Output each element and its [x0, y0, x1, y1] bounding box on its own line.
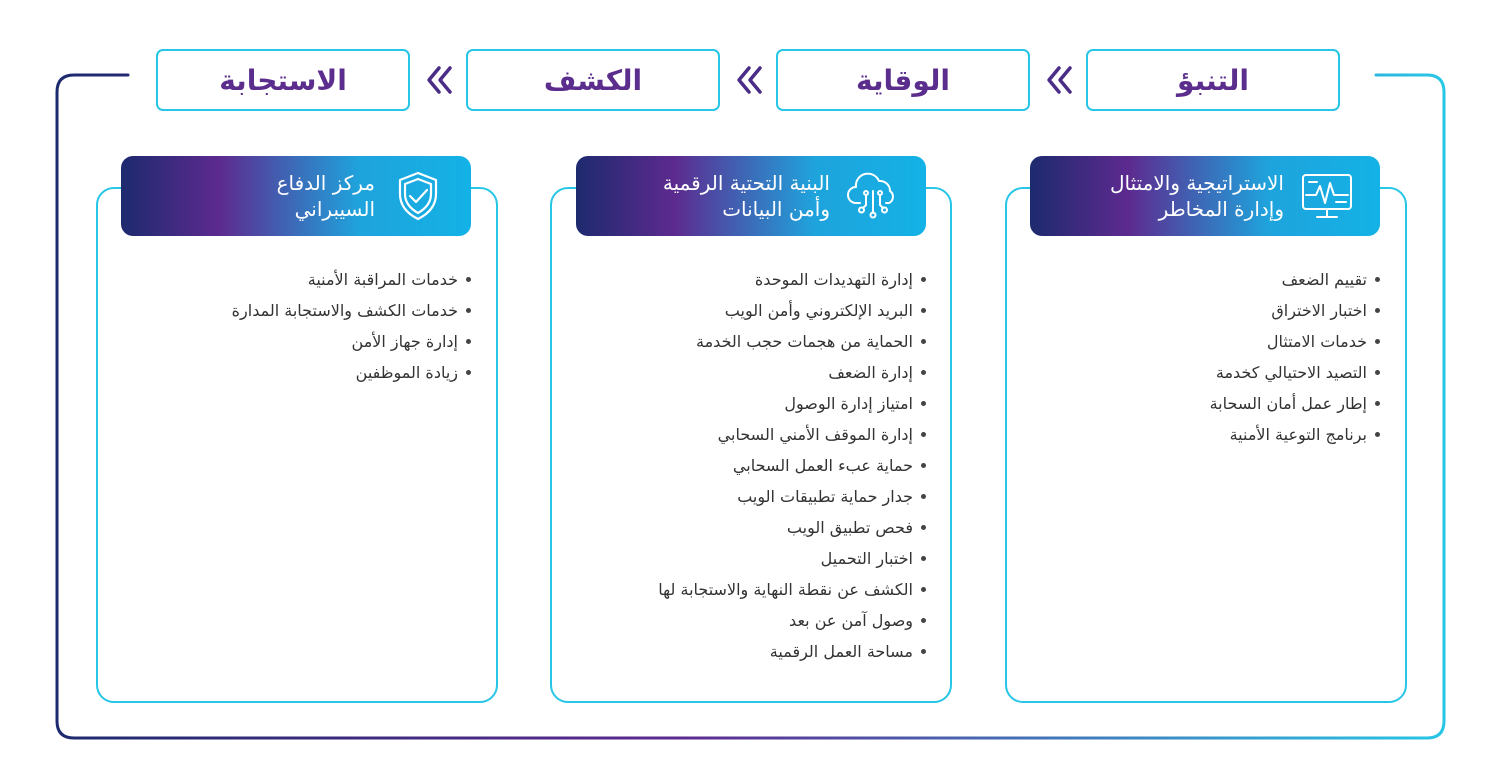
- list-item: خدمات الكشف والاستجابة المدارة: [232, 295, 471, 326]
- stage-respond: [156, 49, 410, 111]
- list-item: إدارة الضعف: [658, 357, 926, 388]
- list-item: إدارة التهديدات الموحدة: [658, 264, 926, 295]
- card-title-line: وإدارة المخاطر: [1158, 197, 1284, 221]
- card-items-strategy: [1210, 264, 1380, 450]
- card-items-infrastructure: [658, 264, 926, 667]
- double-chevron-left-icon: [1043, 62, 1073, 98]
- card-header-cyber-defense: [121, 156, 471, 236]
- card-header-strategy: [1030, 156, 1380, 236]
- list-item: خدمات الامتثال: [1210, 326, 1380, 357]
- card-header-infrastructure: [576, 156, 926, 236]
- list-item: جدار حماية تطبيقات الويب: [658, 481, 926, 512]
- list-item: البريد الإلكتروني وأمن الويب: [658, 295, 926, 326]
- stage-label: الكشف: [543, 63, 643, 97]
- shield-check-icon: [391, 169, 445, 223]
- list-item: برنامج التوعية الأمنية: [1210, 419, 1380, 450]
- cloud-circuit-icon: [846, 169, 900, 223]
- list-item: اختبار الاختراق: [1210, 295, 1380, 326]
- card-title-line: البنية التحتية الرقمية: [662, 171, 830, 195]
- stage-predict: [1086, 49, 1340, 111]
- list-item: خدمات المراقبة الأمنية: [232, 264, 471, 295]
- list-item: فحص تطبيق الويب: [658, 512, 926, 543]
- stage-label: الوقاية: [856, 63, 951, 97]
- list-item: الكشف عن نقطة النهاية والاستجابة لها: [658, 574, 926, 605]
- stage-detect: [466, 49, 720, 111]
- monitor-graph-icon: [1300, 169, 1354, 223]
- list-item: تقييم الضعف: [1210, 264, 1380, 295]
- list-item: إطار عمل أمان السحابة: [1210, 388, 1380, 419]
- card-title-line: مركز الدفاع: [276, 171, 375, 195]
- list-item: امتياز إدارة الوصول: [658, 388, 926, 419]
- list-item: وصول آمن عن بعد: [658, 605, 926, 636]
- list-item: اختبار التحميل: [658, 543, 926, 574]
- stage-label: الاستجابة: [219, 63, 347, 97]
- list-item: حماية عبء العمل السحابي: [658, 450, 926, 481]
- list-item: إدارة الموقف الأمني السحابي: [658, 419, 926, 450]
- list-item: الحماية من هجمات حجب الخدمة: [658, 326, 926, 357]
- card-title-line: وأمن البيانات: [722, 197, 830, 221]
- double-chevron-left-icon: [423, 62, 453, 98]
- card-title-line: الاستراتيجية والامتثال: [1109, 171, 1284, 195]
- list-item: زيادة الموظفين: [232, 357, 471, 388]
- double-chevron-left-icon: [733, 62, 763, 98]
- list-item: إدارة جهاز الأمن: [232, 326, 471, 357]
- list-item: مساحة العمل الرقمية: [658, 636, 926, 667]
- card-items-cyber-defense: [232, 264, 471, 388]
- list-item: التصيد الاحتيالي كخدمة: [1210, 357, 1380, 388]
- stage-prevent: [776, 49, 1030, 111]
- stage-label: التنبؤ: [1177, 63, 1249, 97]
- card-title-line: السيبراني: [294, 197, 375, 221]
